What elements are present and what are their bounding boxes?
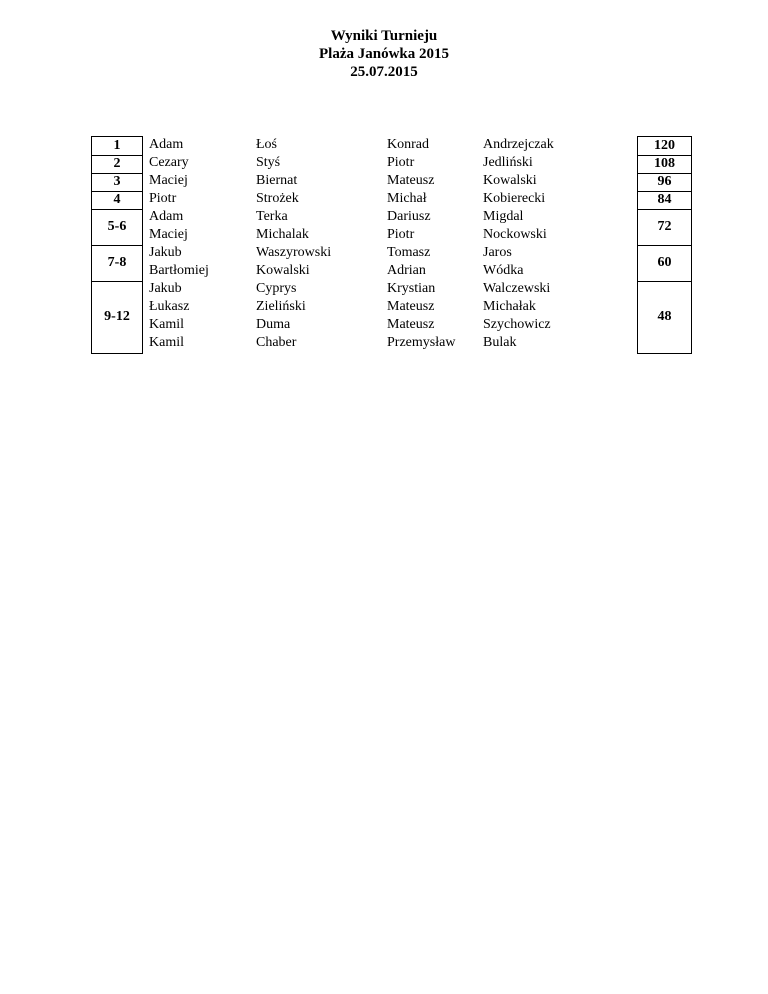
points-cell: 72 <box>657 219 672 234</box>
results-table <box>91 136 692 354</box>
first-name-cell: Tomasz <box>387 245 431 260</box>
last-name-1-column <box>250 136 381 354</box>
first-name-cell: Kamil <box>149 317 184 332</box>
last-name-cell: Jaros <box>483 245 512 260</box>
last-name-cell: Nockowski <box>483 227 547 242</box>
last-name-cell: Kowalski <box>256 263 310 278</box>
place-cell: 7-8 <box>107 255 127 270</box>
last-name-cell: Bulak <box>483 335 517 350</box>
first-name-cell: Przemysław <box>387 335 456 350</box>
first-name-cell: Mateusz <box>387 173 435 188</box>
last-name-cell: Strożek <box>256 191 299 206</box>
first-name-cell: Konrad <box>387 137 429 152</box>
last-name-cell: Migdal <box>483 209 524 224</box>
document-date: 25.07.2015 <box>350 64 418 80</box>
last-name-cell: Kobierecki <box>483 191 546 206</box>
first-name-cell: Piotr <box>387 155 415 170</box>
first-name-cell: Łukasz <box>149 299 190 314</box>
first-name-cell: Piotr <box>149 191 177 206</box>
first-name-cell: Cezary <box>149 155 189 170</box>
points-column <box>637 136 692 354</box>
first-name-cell: Dariusz <box>387 209 431 224</box>
place-cell: 5-6 <box>107 219 127 234</box>
last-name-cell: Michalak <box>256 227 309 242</box>
first-name-1-column <box>143 136 250 354</box>
first-name-cell: Michał <box>387 191 427 206</box>
last-name-cell: Styś <box>256 155 281 170</box>
last-name-cell: Jedliński <box>483 155 533 170</box>
points-cell: 96 <box>657 174 672 189</box>
place-cell: 4 <box>113 192 121 207</box>
first-name-cell: Maciej <box>149 227 188 242</box>
first-name-cell: Maciej <box>149 173 188 188</box>
last-name-cell: Duma <box>256 317 291 332</box>
points-cell: 120 <box>654 138 675 153</box>
last-name-cell: Biernat <box>256 173 298 188</box>
first-name-cell: Piotr <box>387 227 415 242</box>
first-name-2-column <box>381 136 477 354</box>
last-name-cell: Wódka <box>483 263 524 278</box>
first-name-cell: Adam <box>149 137 184 152</box>
place-cell: 3 <box>113 174 121 189</box>
first-name-cell: Kamil <box>149 335 184 350</box>
first-name-cell: Mateusz <box>387 299 435 314</box>
place-cell: 9-12 <box>104 309 130 324</box>
last-name-cell: Zieliński <box>256 299 306 314</box>
first-name-cell: Jakub <box>149 245 182 260</box>
place-cell: 2 <box>113 156 121 171</box>
first-name-cell: Adam <box>149 209 184 224</box>
first-name-cell: Mateusz <box>387 317 435 332</box>
last-name-cell: Szychowicz <box>483 317 551 332</box>
players-block <box>143 136 637 354</box>
points-cell: 108 <box>654 156 675 171</box>
last-name-cell: Walczewski <box>483 281 551 296</box>
last-name-cell: Terka <box>256 209 288 224</box>
last-name-cell: Michałak <box>483 299 536 314</box>
last-name-cell: Cyprys <box>256 281 297 296</box>
document-title: Wyniki Turnieju <box>330 28 438 44</box>
points-cell: 60 <box>657 255 672 270</box>
last-name-2-column <box>477 136 637 354</box>
last-name-cell: Andrzejczak <box>483 137 554 152</box>
first-name-cell: Bartłomiej <box>149 263 209 278</box>
document-subtitle: Plaża Janówka 2015 <box>318 46 449 62</box>
last-name-cell: Chaber <box>256 335 297 350</box>
place-column <box>91 136 143 354</box>
points-cell: 48 <box>657 309 672 324</box>
last-name-cell: Waszyrowski <box>256 245 332 260</box>
document-header <box>0 27 768 81</box>
last-name-cell: Łoś <box>256 137 277 152</box>
first-name-cell: Jakub <box>149 281 182 296</box>
place-cell: 1 <box>113 138 121 153</box>
last-name-cell: Kowalski <box>483 173 537 188</box>
first-name-cell: Adrian <box>387 263 426 278</box>
first-name-cell: Krystian <box>387 281 436 296</box>
points-cell: 84 <box>657 192 672 207</box>
